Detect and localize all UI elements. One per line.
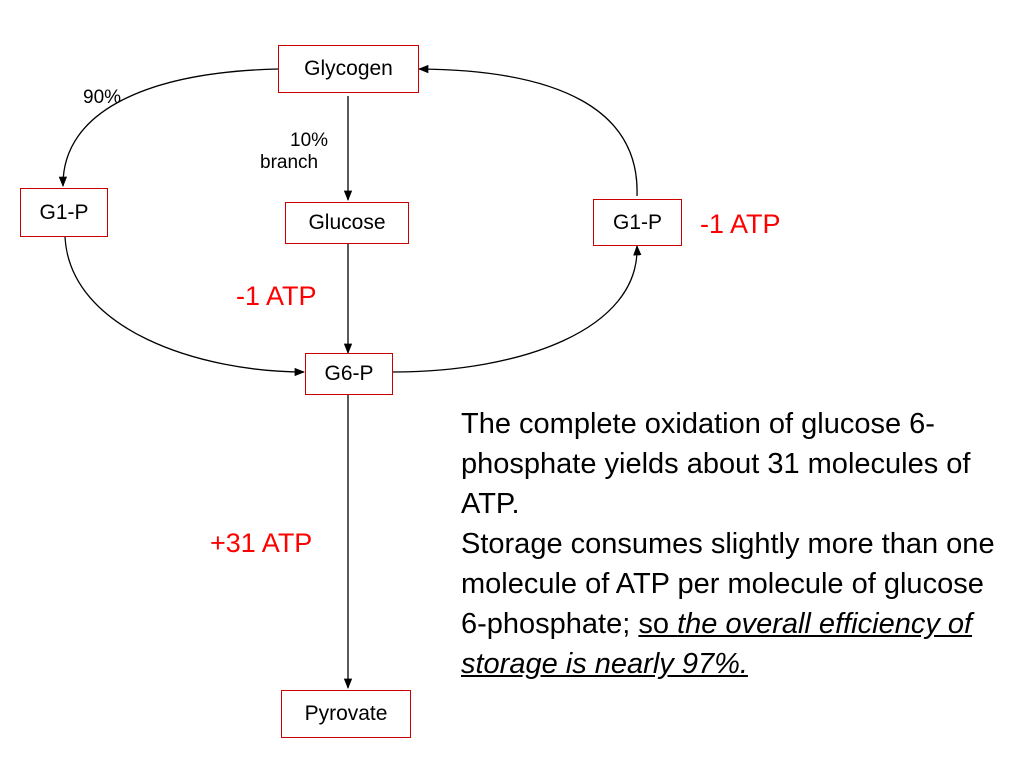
- efficiency-so: so: [638, 608, 670, 640]
- node-glycogen: [278, 45, 419, 93]
- label-90-percent: 90%: [83, 87, 122, 108]
- arrow-g6p-to-g1p-right: [393, 246, 637, 372]
- label-10-percent: 10%: [290, 130, 329, 151]
- atp-cost-middle: -1 ATP: [236, 281, 317, 311]
- node-g1p-left: [20, 188, 108, 237]
- node-glucose-label: Glucose: [308, 211, 386, 234]
- atp-cost-right: -1 ATP: [700, 209, 781, 239]
- node-g1p-right: [593, 199, 682, 246]
- node-g6p-label: G6-P: [324, 362, 374, 385]
- node-g1p-left-label: G1-P: [39, 200, 89, 224]
- explanation-paragraph-2: [461, 524, 1001, 684]
- label-branch: branch: [260, 152, 319, 173]
- efficiency-emphasis: the overall efficiency of storage is nearly 97%.: [461, 608, 973, 680]
- node-glycogen-label: Glycogen: [304, 57, 393, 80]
- node-g6p: [305, 353, 393, 395]
- explanation-paragraph-2-lead: Storage consumes slightly more than one molecule of ATP per molecule of glucose 6-phosphate;: [461, 528, 995, 640]
- explanation-text: [461, 404, 1001, 684]
- atp-yield-bottom: +31 ATP: [210, 528, 313, 558]
- node-pyrovate-label: Pyrovate: [304, 702, 388, 725]
- explanation-paragraph-1: The complete oxidation of glucose 6-phosphate yields about 31 molecules of ATP.: [461, 408, 971, 520]
- node-glucose: [285, 202, 409, 244]
- node-pyrovate: [281, 690, 411, 738]
- node-g1p-right-label: G1-P: [612, 210, 662, 234]
- arrow-g1p-right-to-glycogen: [419, 69, 637, 196]
